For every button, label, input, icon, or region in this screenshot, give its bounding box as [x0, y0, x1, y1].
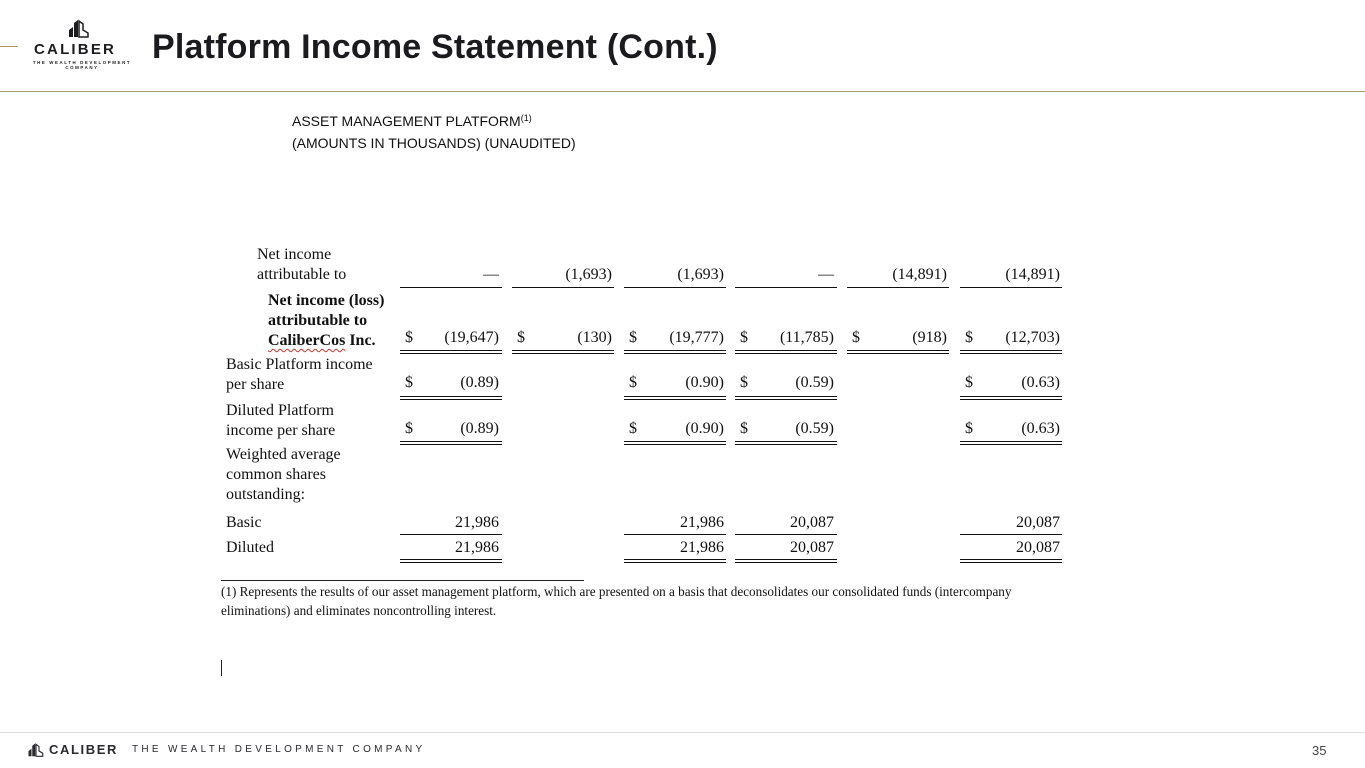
row-label: Net income	[257, 246, 332, 263]
text-cursor	[221, 660, 222, 676]
cell-rule	[960, 559, 1062, 560]
table-cell: (918)	[912, 329, 947, 346]
currency-symbol: $	[740, 420, 748, 437]
cell-rule	[624, 562, 726, 563]
spellcheck-word: CaliberCos	[268, 332, 346, 349]
currency-symbol: $	[740, 329, 748, 346]
currency-symbol: $	[517, 329, 525, 346]
table-cell: (14,891)	[892, 266, 947, 283]
currency-symbol: $	[965, 329, 973, 346]
footer-brand: CALIBER	[49, 742, 118, 757]
currency-symbol: $	[405, 329, 413, 346]
cell-rule	[624, 396, 726, 397]
cell-rule	[400, 396, 502, 397]
label-word: Inc.	[349, 332, 376, 349]
table-cell: 20,087	[1016, 539, 1060, 556]
cell-rule	[735, 399, 837, 400]
cell-rule	[735, 562, 837, 563]
cell-rule	[400, 562, 502, 563]
cell-rule	[624, 534, 726, 535]
row-label: attributable to	[257, 266, 347, 283]
row-label: Weighted average	[226, 446, 341, 463]
table-cell: (0.90)	[685, 420, 724, 437]
footnote-divider	[221, 580, 584, 581]
cell-rule	[960, 396, 1062, 397]
cell-rule	[400, 350, 502, 351]
currency-symbol: $	[740, 374, 748, 391]
footer-tagline: THE WEALTH DEVELOPMENT COMPANY	[132, 744, 426, 755]
footer-divider	[0, 732, 1365, 733]
cell-rule	[960, 534, 1062, 535]
cell-rule	[512, 287, 614, 288]
footnote-text: (1) Represents the results of our asset management platform, which are presented on a basis that deconsolidates our consolidated funds (intercompany eliminations) and eliminates noncontrolling interest.	[221, 585, 1012, 619]
cell-rule	[735, 559, 837, 560]
page-title: Platform Income Statement (Cont.)	[152, 28, 718, 66]
cell-rule	[400, 444, 502, 445]
table-cell: (19,777)	[669, 329, 724, 346]
table-cell: (0.90)	[685, 374, 724, 391]
cell-rule	[624, 350, 726, 351]
row-label: Diluted	[226, 539, 274, 556]
cell-rule	[960, 444, 1062, 445]
cell-rule	[735, 534, 837, 535]
table-cell: (0.59)	[795, 420, 834, 437]
statement-units-note: (AMOUNTS IN THOUSANDS) (UNAUDITED)	[292, 135, 576, 151]
logo-tagline: THE WEALTH DEVELOPMENT COMPANY	[32, 60, 132, 71]
cell-rule	[735, 396, 837, 397]
cell-rule	[735, 444, 837, 445]
cell-rule	[512, 353, 614, 354]
cell-rule	[624, 399, 726, 400]
table-cell: (12,703)	[1005, 329, 1060, 346]
row-label: attributable to	[268, 312, 368, 329]
table-cell: (0.89)	[460, 374, 499, 391]
cell-rule	[960, 399, 1062, 400]
table-cell: (19,647)	[444, 329, 499, 346]
cell-rule	[400, 287, 502, 288]
table-cell: 21,986	[455, 539, 499, 556]
row-label: per share	[226, 376, 285, 393]
cell-rule	[624, 353, 726, 354]
cell-rule	[624, 444, 726, 445]
table-cell: (0.89)	[460, 420, 499, 437]
table-cell: —	[818, 266, 834, 283]
table-cell: (11,785)	[779, 329, 834, 346]
table-cell: 21,986	[455, 514, 499, 531]
cell-rule	[960, 562, 1062, 563]
cell-rule	[624, 287, 726, 288]
table-cell: 20,087	[790, 539, 834, 556]
statement-subtitle: ASSET MANAGEMENT PLATFORM$^{(1)}$	[292, 113, 532, 129]
footer-building-icon	[26, 742, 46, 757]
table-cell: (0.63)	[1021, 374, 1060, 391]
cell-rule	[400, 559, 502, 560]
table-cell: —	[483, 266, 499, 283]
cell-rule	[960, 287, 1062, 288]
row-label: Basic	[226, 514, 262, 531]
cell-rule	[512, 350, 614, 351]
cell-rule	[847, 350, 949, 351]
currency-symbol: $	[629, 374, 637, 391]
cell-rule	[624, 559, 726, 560]
cell-rule	[735, 353, 837, 354]
table-cell: (130)	[577, 329, 612, 346]
table-cell: 21,986	[680, 539, 724, 556]
cell-rule	[847, 353, 949, 354]
row-label: Diluted Platform	[226, 402, 334, 419]
cell-rule	[624, 441, 726, 442]
row-label: Basic Platform income	[226, 356, 373, 373]
currency-symbol: $	[629, 420, 637, 437]
cell-rule	[735, 350, 837, 351]
currency-symbol: $	[965, 374, 973, 391]
cell-rule	[400, 399, 502, 400]
row-label	[268, 331, 376, 351]
row-label: common shares	[226, 466, 326, 483]
table-cell: (1,693)	[677, 266, 724, 283]
cell-rule	[735, 287, 837, 288]
cell-rule	[960, 350, 1062, 351]
currency-symbol: $	[405, 374, 413, 391]
table-cell: (1,693)	[565, 266, 612, 283]
cell-rule	[400, 534, 502, 535]
table-cell: (0.59)	[795, 374, 834, 391]
table-cell: 20,087	[790, 514, 834, 531]
row-label: Net income (loss)	[268, 292, 385, 309]
table-cell: 21,986	[680, 514, 724, 531]
currency-symbol: $	[405, 420, 413, 437]
currency-symbol: $	[629, 329, 637, 346]
cell-rule	[847, 287, 949, 288]
currency-symbol: $	[852, 329, 860, 346]
page-number: 35	[1312, 743, 1327, 758]
logo-wordmark: CALIBER	[34, 41, 117, 58]
row-label: income per share	[226, 422, 336, 439]
cell-rule	[960, 441, 1062, 442]
cell-rule	[960, 353, 1062, 354]
cell-rule	[400, 441, 502, 442]
table-cell: (14,891)	[1005, 266, 1060, 283]
row-label: outstanding:	[226, 486, 306, 503]
cell-rule	[735, 441, 837, 442]
table-cell: 20,087	[1016, 514, 1060, 531]
cell-rule	[400, 353, 502, 354]
currency-symbol: $	[965, 420, 973, 437]
table-cell: (0.63)	[1021, 420, 1060, 437]
